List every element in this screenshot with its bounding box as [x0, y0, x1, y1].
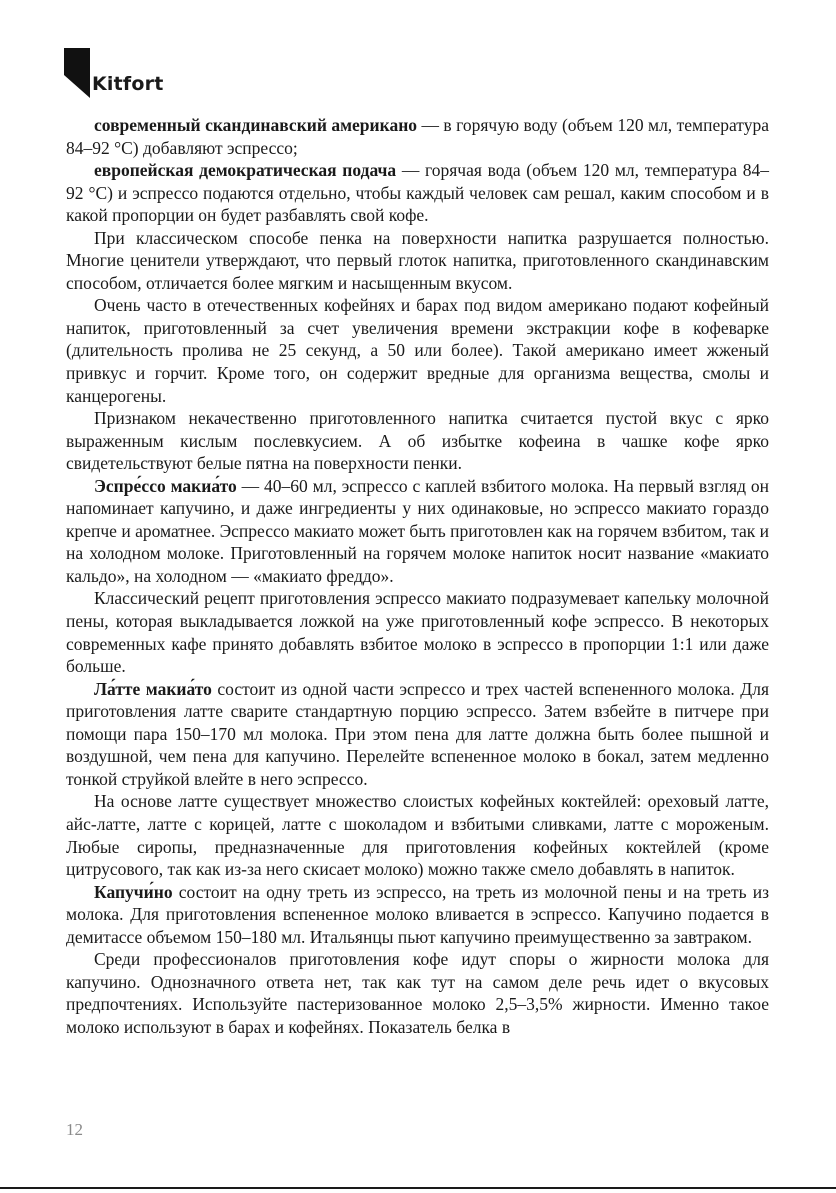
- brand-logo: [64, 48, 174, 100]
- paragraph-text: Признаком некачественно приготовленного напитка считается пустой вкус с ярко выраженным кислым послевкусием. А об избытке кофеина в чашке кофе ярко свидетельствуют белые пятна на поверхности пенки.: [66, 408, 769, 474]
- paragraph-text: Среди профессионалов приготовления кофе идут споры о жирности молока для капучино. Однозначного ответа нет, так как тут на самом деле речь идет о вкусовых предпочтениях. Используйте пастеризованное молоко 2,5–3,5% жирности. Именно такое молоко используют в барах и кофейнях. Показатель белка в: [66, 949, 769, 1037]
- paragraph-lead: современный скандинавский американо: [94, 115, 418, 135]
- bottom-border: [0, 1187, 836, 1189]
- paragraph-lead: Капучи́но: [94, 881, 173, 902]
- paragraph: [66, 790, 769, 880]
- paragraph-text: При классическом способе пенка на поверхности напитка разрушается полностью. Многие ценители утверждают, что первый глоток напитка, приготовленного скандинавским способом, отличается более мягким и насыщенным вкусом.: [66, 227, 769, 293]
- page-number: 12: [66, 1120, 83, 1139]
- paragraph-text: — горячая вода (объем 120 мл, температура 84–92 °С) и эспрессо подаются отдельно, чтобы каждый человек сам решал, каким способом и в какой пропорции он будет разбавлять свой кофе.: [66, 160, 769, 226]
- paragraph: [66, 407, 769, 475]
- paragraph-lead: европейская демократическая подача: [94, 160, 397, 181]
- paragraph-lead: Эспре́ссо макиа́то: [94, 475, 237, 496]
- paragraph-text: состоит из одной части эспрессо и трех частей вспененного молока. Для приготовления латте сварите стандартную порцию эспрессо. Затем взбейте в питчере при помощи пара 150–170 мл молока. При этом пена для латте должна быть более пышной и воздушной, чем пена для капучино. Перелейте вспененное молоко в бокал, затем медленно тонкой струйкой влейте в него эспрессо.: [66, 678, 769, 789]
- paragraph: [66, 678, 769, 791]
- paragraph-text: На основе латте существует множество слоистых кофейных коктейлей: ореховый латте, айс-латте, латте с корицей, латте с шоколадом и взбитыми сливками, латте с мороженым. Любые сиропы, предназначенные для приготовления кофейных коктейлей (кроме цитрусового, так как из-за него скисает молоко) можно также смело добавлять в напиток.: [66, 791, 769, 880]
- brand-name: Kitfort: [92, 73, 164, 95]
- document-body: [66, 114, 769, 1038]
- paragraph-text: состоит на одну треть из эспрессо, на треть из молочной пены и на треть из молока. Для приготовления вспененное молоко вливается в эспрессо. Капучино подается в демитассе объемом 150–180 мл. Итальянцы пьют капучино преимущественно за завтраком.: [66, 881, 769, 947]
- paragraph: [66, 587, 769, 677]
- paragraph: [66, 475, 769, 588]
- paragraph: [66, 948, 769, 1038]
- paragraph-text: — 40–60 мл, эспрессо с каплей взбитого молока. На первый взгляд он напоминает капучино, и даже ингредиенты у них одинаковые, но эспрессо макиато гораздо крепче и ароматнее. Эспрессо макиато может быть приготовлен как на горячем взбитом, так и на холодном молоке. Приготовленный на горячем молоке напиток носит название «макиато кальдо», на холодном — «макиато фреддо».: [66, 475, 769, 586]
- paragraph: [66, 881, 769, 949]
- paragraph: [66, 227, 769, 295]
- paragraph: [66, 114, 769, 159]
- paragraph-lead: Ла́тте макиа́то: [94, 678, 212, 699]
- paragraph-text: Очень часто в отечественных кофейнях и барах под видом американо подают кофейный напиток, приготовленный за счет увеличения времени экстракции кофе в кофеварке (длительность пролива не 25 секунд, а 50 или более). Такой американо имеет жженый привкус и горчит. Кроме того, он содержит вредные для организма вещества, смолы и канцерогены.: [66, 295, 769, 406]
- paragraph: [66, 294, 769, 407]
- kitfort-logo-icon: [64, 48, 90, 98]
- paragraph: [66, 159, 769, 227]
- paragraph-text: — в горячую воду (объем 120 мл, температура 84–92 °С) добавляют эспрессо;: [66, 115, 769, 158]
- paragraph-text: Классический рецепт приготовления эспрессо макиато подразумевает капельку молочной пены, которая выкладывается ложкой на уже приготовленный кофе эспрессо. В некоторых современных кафе принято добавлять взбитое молоко в эспрессо в пропорции 1:1 или даже больше.: [66, 588, 769, 677]
